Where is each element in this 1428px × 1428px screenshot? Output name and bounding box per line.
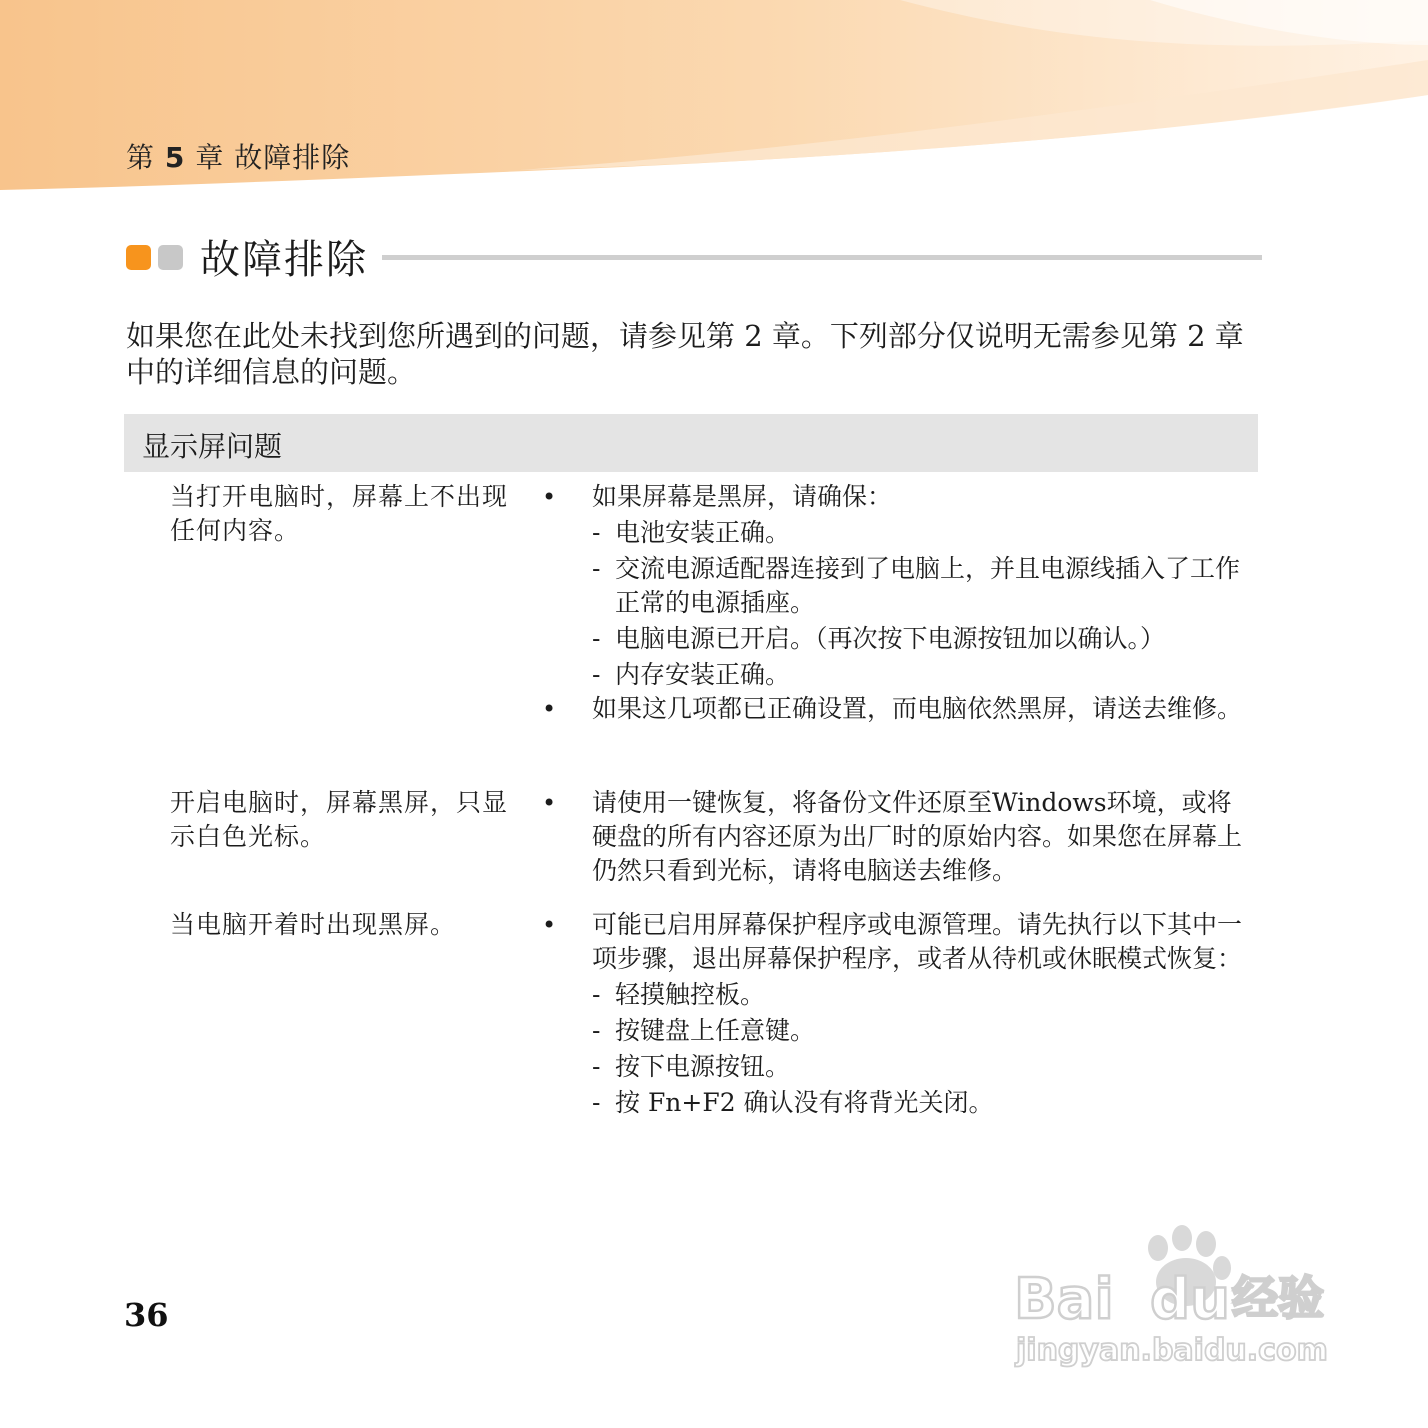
problem-text: 当打开电脑时，屏幕上不出现任何内容。 — [170, 482, 509, 545]
solution-list — [540, 480, 1245, 726]
table-heading: 显示屏问题 — [142, 430, 283, 463]
list-subitem: - 按键盘上任意键。 — [540, 1014, 1245, 1048]
list-subitem: - 交流电源适配器连接到了电脑上，并且电源线插入了工作正常的电源插座。 — [540, 552, 1245, 620]
section-title: 故障排除 — [200, 237, 368, 283]
list-subitem: - 电脑电源已开启。（再次按下电源按钮加以确认。） — [540, 622, 1245, 656]
watermark-brand-b: du — [1150, 1267, 1230, 1332]
baidu-watermark — [1010, 1210, 1350, 1380]
list-item: • 可能已启用屏幕保护程序或电源管理。请先执行以下其中一项步骤，退出屏幕保护程序，或者从待机或休眠模式恢复： — [540, 908, 1245, 976]
problem-text: 开启电脑时，屏幕黑屏，只显示白色光标。 — [170, 788, 509, 851]
chapter-label: 第 5 章 故障排除 — [126, 141, 351, 174]
list-subitem: - 轻摸触控板。 — [540, 978, 1245, 1012]
problem-text: 当电脑开着时出现黑屏。 — [170, 910, 457, 939]
orange-square-icon — [126, 245, 151, 270]
watermark-url: jingyan.baidu.com — [1016, 1333, 1328, 1368]
title-divider — [382, 255, 1262, 260]
list-subitem: - 电池安装正确。 — [540, 516, 1245, 550]
intro-paragraph: 如果您在此处未找到您所遇到的问题，请参见第 2 章。下列部分仅说明无需参见第 2 章中的详细信息的问题。 — [126, 319, 1244, 389]
solution-list — [540, 786, 1245, 888]
list-subitem: - 按 Fn+F2 确认没有将背光关闭。 — [540, 1086, 1245, 1120]
table-header — [124, 414, 1258, 472]
watermark-brand-a: Bai — [1014, 1267, 1114, 1332]
watermark-brand-cn: 经验 — [1232, 1271, 1324, 1325]
list-item: • 如果这几项都已正确设置，而电脑依然黑屏，请送去维修。 — [540, 692, 1245, 726]
page-number: 36 — [124, 1296, 169, 1334]
list-item: • 如果屏幕是黑屏，请确保： — [540, 480, 1245, 514]
list-subitem: - 按下电源按钮。 — [540, 1050, 1245, 1084]
gray-square-icon — [158, 245, 183, 270]
list-item: • 请使用一键恢复，将备份文件还原至Windows环境，或将硬盘的所有内容还原为出厂时的原始内容。如果您在屏幕上仍然只看到光标，请将电脑送去维修。 — [540, 786, 1245, 888]
solution-list — [540, 908, 1245, 1120]
list-subitem: - 内存安装正确。 — [540, 658, 1245, 692]
